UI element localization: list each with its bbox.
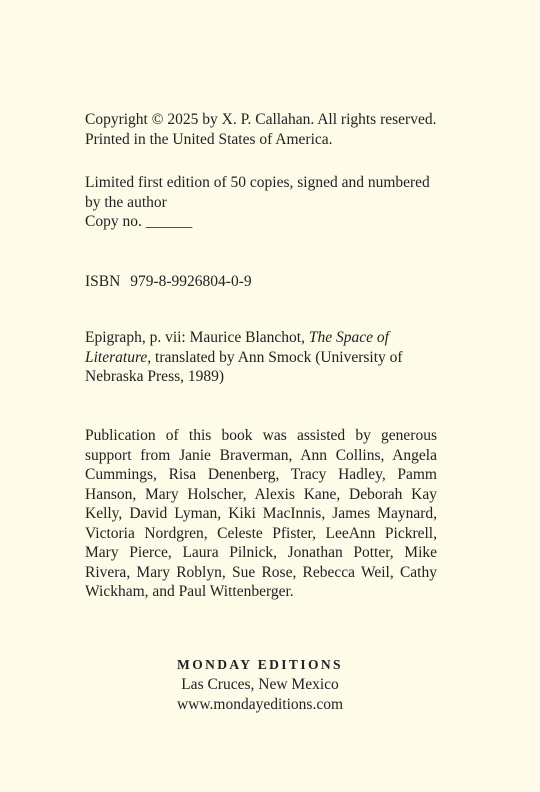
publisher-location: Las Cruces, New Mexico bbox=[181, 676, 339, 693]
isbn-number: 979-8-9926804-0-9 bbox=[130, 273, 252, 290]
epigraph-credit bbox=[85, 328, 437, 387]
limited-edition-text: Limited first edition of 50 copies, signed and numbered by the author bbox=[85, 174, 430, 211]
isbn-line bbox=[85, 272, 437, 292]
epigraph-prefix: Epigraph, p. vii: Maurice Blanchot, bbox=[85, 329, 309, 346]
acknowledgment-section bbox=[85, 426, 437, 602]
publisher-imprint bbox=[160, 655, 360, 714]
copy-number-line: Copy no. ______ bbox=[85, 213, 193, 230]
epigraph-book-title: The Space of Literature, bbox=[85, 329, 389, 366]
copyright-notice bbox=[85, 110, 437, 149]
isbn-label: ISBN bbox=[85, 273, 121, 290]
acknowledgment-text: Publication of this book was assisted by generous support from Janie Braverman, Ann Collins, Angela Cummings, Risa Denenberg, Tracy Hadley, Pamm Hanson, Mary Holscher, Alexis Kane, Deborah Kay Kelly, David Lyman, Kiki MacInnis, James Maynard, Victoria Nordgren, Celeste Pfister, LeeAnn Pickrell, Mary Pierce, Laura Pilnick, Jonathan Potter, Mike Rivera, Mary Roblyn, Sue Rose, Rebecca Weil, Cathy Wickham, and Paul Wittenberger. bbox=[85, 427, 437, 600]
epigraph-suffix: translated by Ann Smock (University of Nebraska Press, 1989) bbox=[85, 348, 403, 385]
edition-notice bbox=[85, 173, 437, 232]
publisher-website[interactable]: www.mondayeditions.com bbox=[176, 695, 344, 713]
publisher-name: MONDAY EDITIONS bbox=[177, 657, 343, 672]
copyright-text: Copyright © 2025 by X. P. Callahan. All rights reserved. Printed in the United States of America. bbox=[85, 111, 437, 148]
